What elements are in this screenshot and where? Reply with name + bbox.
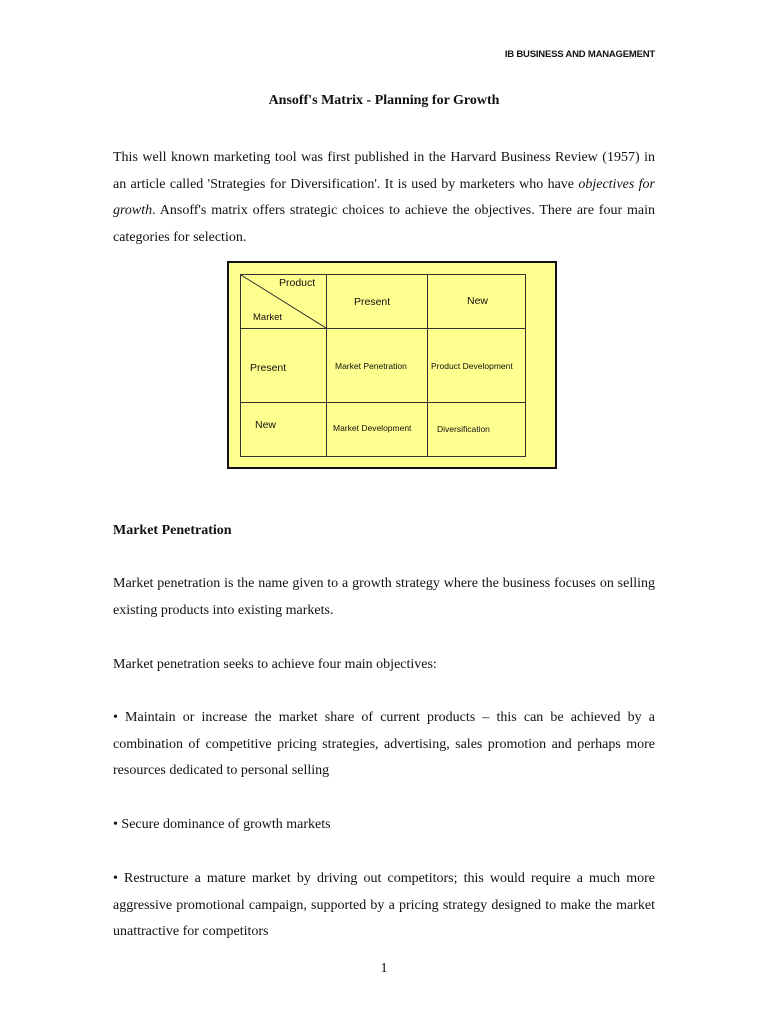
intro-text-1: This well known marketing tool was first published in the Harvard Business Review (1957) in an article called 'Strategies for Diversification'. It is used by marketers who have (113, 150, 655, 192)
market-penetration-label: Market Penetration (335, 361, 407, 371)
ansoff-matrix (227, 261, 557, 469)
intro-paragraph (113, 145, 655, 251)
bullet-item-1: • Maintain or increase the market share of current products – this can be achieved by a combination of competitive pricing strategies, advertising, sales promotion and perhaps more resources dedicated to personal selling (113, 710, 655, 778)
bullet-item-3: • Restructure a mature market by driving out competitors; this would require a much more aggressive promotional campaign, supported by a pricing strategy designed to make the market unattractive for competitors (113, 871, 655, 939)
header-new-cell (428, 275, 526, 329)
matrix-grid (240, 274, 526, 457)
corner-product-label: Product (279, 277, 316, 289)
section-paragraph-2: Market penetration seeks to achieve four main objectives: (113, 657, 437, 672)
market-penetration-cell (327, 329, 428, 403)
row-present-label: Present (250, 362, 287, 374)
product-development-cell (428, 329, 526, 403)
row-new-cell (241, 403, 327, 457)
page-number: 1 (380, 961, 388, 976)
header-course-label: IB BUSINESS AND MANAGEMENT (504, 49, 655, 60)
diversification-label: Diversification (437, 424, 490, 434)
section-heading: Market Penetration (113, 523, 232, 538)
col-new-label: New (467, 295, 489, 307)
row-new-label: New (255, 419, 277, 431)
market-development-label: Market Development (333, 423, 412, 433)
intro-text-2: . Ansoff's matrix offers strategic choices to achieve the objectives. There are four main categories for selection. (113, 203, 655, 245)
matrix-corner-cell (241, 275, 327, 329)
col-present-label: Present (354, 296, 391, 308)
bullet-item-2: • Secure dominance of growth markets (113, 817, 331, 832)
corner-market-label: Market (253, 312, 283, 323)
page-title: Ansoff's Matrix - Planning for Growth (268, 93, 500, 108)
header-present-cell (327, 275, 428, 329)
market-development-cell (327, 403, 428, 457)
intro-emphasis: objectives for growth (113, 176, 655, 218)
row-present-cell (241, 329, 327, 403)
section-paragraph-1: Market penetration is the name given to a growth strategy where the business focuses on selling existing products into existing markets. (113, 576, 655, 618)
product-development-label: Product Development (431, 361, 513, 371)
diversification-cell (428, 403, 526, 457)
